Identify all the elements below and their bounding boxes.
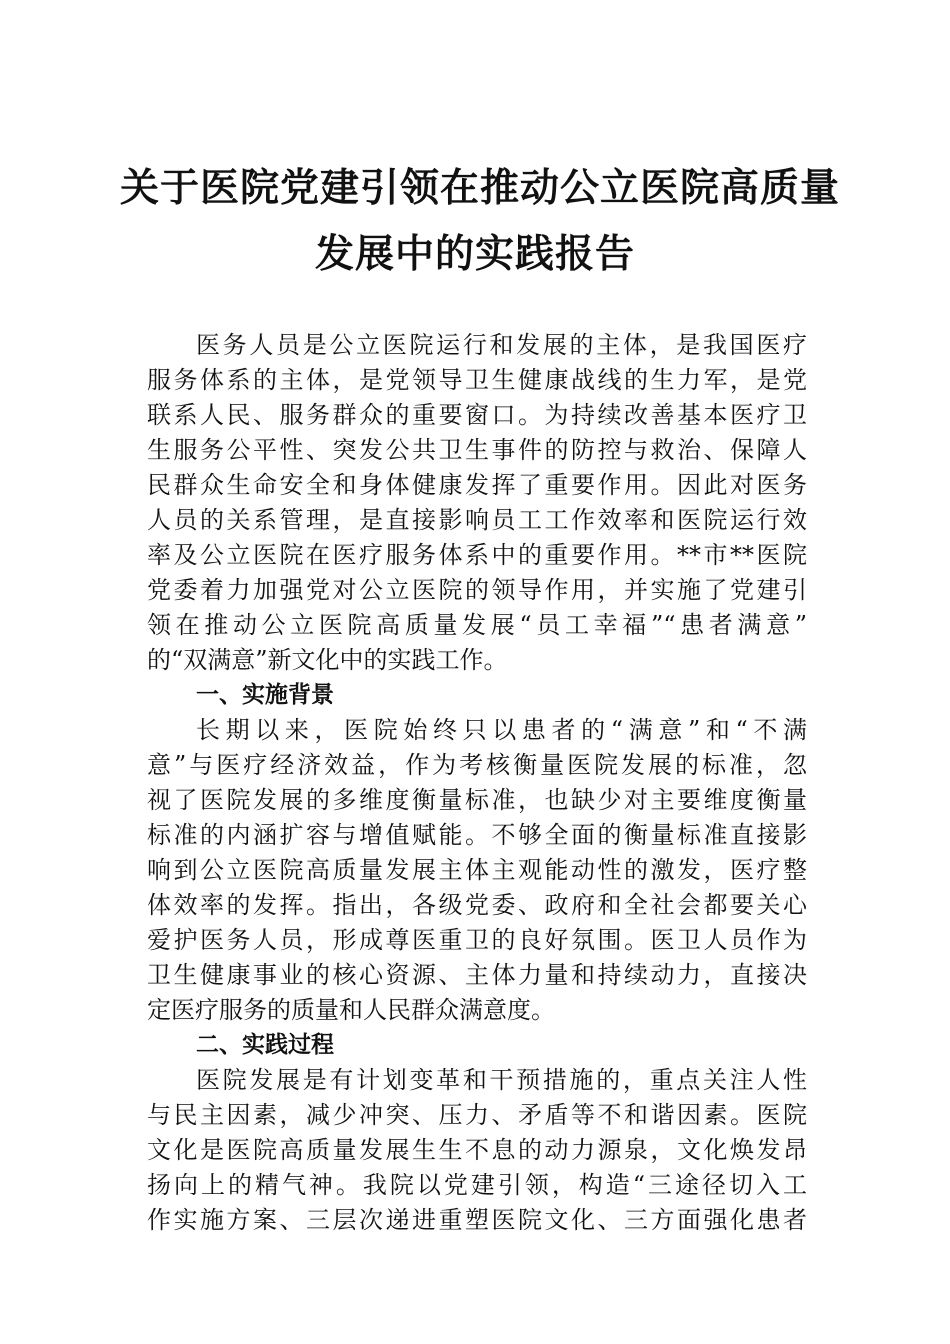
text-line: 医院发展是有计划变革和干预措施的，重点关注人性 [196, 1066, 807, 1094]
section-heading-process: 二、实践过程 [196, 1032, 334, 1058]
text-line: 党委着力加强党对公立医院的领导作用，并实施了党建引 [147, 576, 807, 604]
text-line: 的“双满意”新文化中的实践工作。 [147, 646, 508, 674]
text-line: 人员的关系管理，是直接影响员工工作效率和医院运行效 [147, 506, 807, 534]
text-line: 与民主因素，减少冲突、压力、矛盾等不和谐因素。医院 [147, 1101, 807, 1129]
paragraph-background [147, 713, 807, 1028]
text-line: 联系人民、服务群众的重要窗口。为持续改善基本医疗卫 [147, 401, 807, 429]
text-line: 率及公立医院在医疗服务体系中的重要作用。**市**医院 [147, 541, 807, 569]
paragraph-process [147, 1063, 807, 1238]
text-line: 服务体系的主体，是党领导卫生健康战线的生力军，是党 [147, 366, 807, 394]
text-line: 医务人员是公立医院运行和发展的主体，是我国医疗 [196, 331, 807, 359]
text-line: 意”与医疗经济效益，作为考核衡量医院发展的标准，忽 [147, 751, 807, 779]
document-title-line-1: 关于医院党建引领在推动公立医院高质量 [120, 165, 841, 211]
text-line: 视了医院发展的多维度衡量标准，也缺少对主要维度衡量 [147, 786, 807, 814]
text-line: 体效率的发挥。指出，各级党委、政府和全社会都要关心 [147, 891, 807, 919]
section-heading-background: 一、实施背景 [196, 682, 334, 708]
text-line: 扬向上的精气神。我院以党建引领，构造“三途径切入工 [147, 1171, 807, 1199]
text-line: 爱护医务人员，形成尊医重卫的良好氛围。医卫人员作为 [147, 926, 807, 954]
text-line: 文化是医院高质量发展生生不息的动力源泉，文化焕发昂 [147, 1136, 807, 1164]
text-line: 领在推动公立医院高质量发展“员工幸福”“患者满意” [147, 611, 807, 639]
text-line: 生服务公平性、突发公共卫生事件的防控与救治、保障人 [147, 436, 807, 464]
text-line: 卫生健康事业的核心资源、主体力量和持续动力，直接决 [147, 961, 807, 989]
paragraph-introduction [147, 328, 807, 678]
document-body [147, 328, 807, 1238]
text-line: 作实施方案、三层次递进重塑医院文化、三方面强化患者 [147, 1206, 807, 1234]
text-line: 定医疗服务的质量和人民群众满意度。 [147, 996, 555, 1024]
text-line: 民群众生命安全和身体健康发挥了重要作用。因此对医务 [147, 471, 807, 499]
text-line: 长期以来，医院始终只以患者的“满意”和“不满 [196, 716, 807, 744]
document-title-line-2: 发展中的实践报告 [314, 231, 635, 277]
text-line: 响到公立医院高质量发展主体主观能动性的激发，医疗整 [147, 856, 807, 884]
text-line: 标准的内涵扩容与增值赋能。不够全面的衡量标准直接影 [147, 821, 807, 849]
